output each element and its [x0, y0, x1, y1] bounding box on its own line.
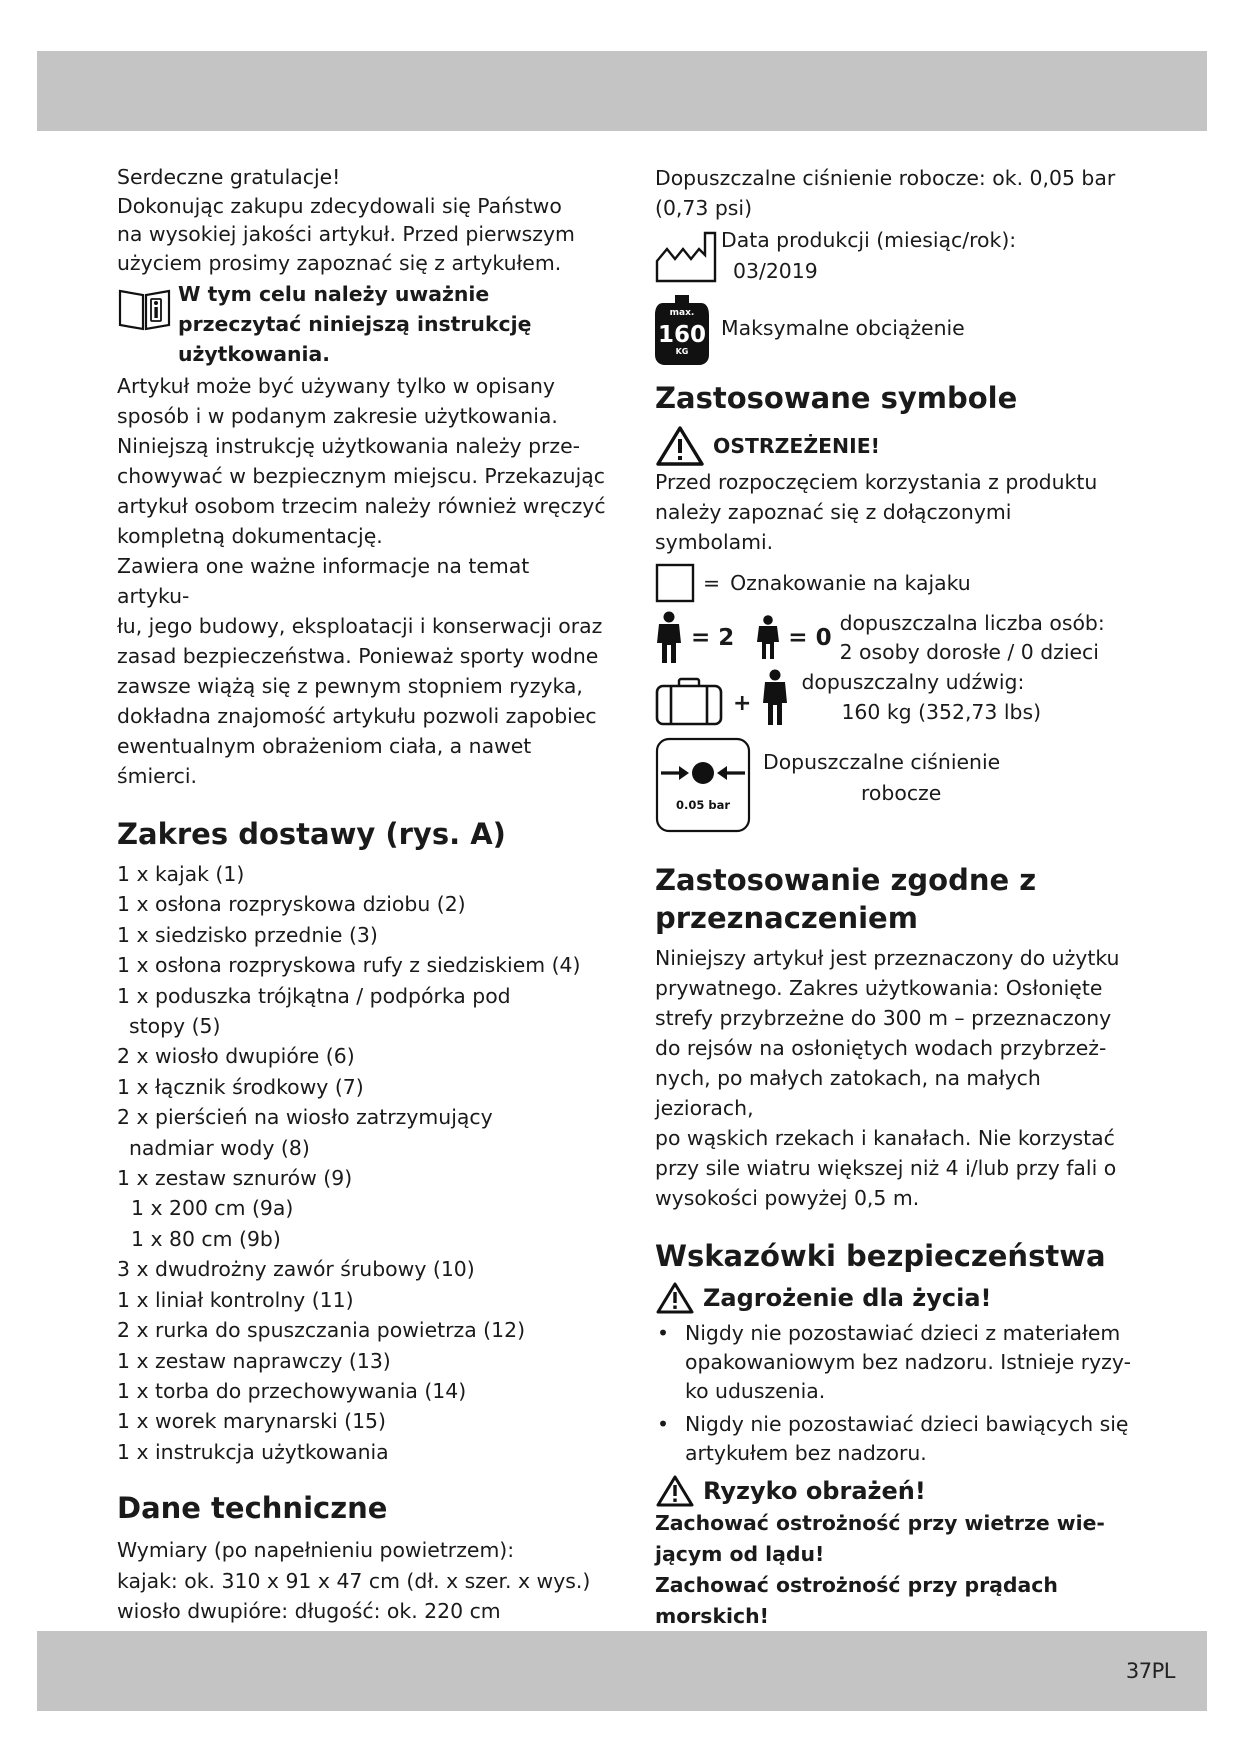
paragraph-line: wysokości powyżej 0,5 m. — [655, 1186, 920, 1210]
weight-max-label: max. — [669, 308, 695, 318]
intended-use-heading — [655, 861, 1135, 937]
general-info-text — [117, 371, 607, 791]
paragraph-line: nych, po małych zatokach, na małych jeziorach, — [655, 1066, 1041, 1120]
payload-row — [655, 667, 1135, 727]
production-date-row — [655, 225, 1135, 287]
bullet-item — [655, 1319, 1135, 1406]
symbols-heading: Zastosowane symbole — [655, 381, 1018, 415]
paragraph-line: Niniejszy artykuł jest przeznaczony do użytku — [655, 946, 1120, 970]
delivery-item: 2 x wiosło dwupióre (6) — [117, 1044, 355, 1069]
paragraph-line: ewentualnym obrażeniom ciała, a nawet śmierci. — [117, 734, 532, 788]
delivery-item: 1 x 200 cm (9a) — [131, 1196, 294, 1221]
production-date: 03/2019 — [733, 259, 818, 283]
intro-line: na wysokiej jakości artykuł. Przed pierwszym — [117, 222, 575, 246]
delivery-item: 1 x kajak (1) — [117, 862, 245, 886]
delivery-list — [117, 859, 607, 1467]
injury-text-line: Zachować ostrożność przy prądach — [655, 1573, 1058, 1597]
delivery-item: 2 x pierścień na wiosło zatrzymujący — [117, 1105, 493, 1130]
intended-use-text — [655, 943, 1135, 1213]
delivery-item: 1 x siedzisko przednie (3) — [117, 922, 378, 947]
weight-value: 160 — [657, 322, 707, 348]
tech-line: kajak: ok. 310 x 91 x 47 cm (dł. x szer. x wys.) — [117, 1568, 591, 1593]
injury-line — [655, 1474, 1135, 1508]
delivery-item: 3 x dwudrożny zawór śrubowy (10) — [117, 1257, 475, 1282]
payload-value: 160 kg (352,73 lbs) — [841, 700, 1042, 724]
persons-row — [655, 609, 1135, 667]
delivery-item: 1 x łącznik środkowy (7) — [117, 1074, 364, 1099]
paragraph-line: sposób i w podanym zakresie użytkowania. — [117, 404, 558, 428]
warning-label: OSTRZEŻENIE! — [713, 434, 880, 458]
warning-triangle-icon — [655, 425, 705, 467]
warning-triangle-icon — [655, 1281, 695, 1315]
intro-line: Dokonując zakupu zdecydowali się Państwo — [117, 193, 562, 218]
paragraph-line: strefy przybrzeżne do 300 m – przeznaczony — [655, 1006, 1112, 1030]
pressure-symbol-label: robocze — [861, 781, 942, 805]
delivery-heading: Zakres dostawy (rys. A) — [117, 817, 506, 851]
marking-label: Oznakowanie na kajaku — [730, 571, 971, 595]
warning-triangle-icon — [655, 1474, 695, 1508]
info-note-line: W tym celu należy uważnie — [178, 282, 490, 306]
bullet-line: Nigdy nie pozostawiać dzieci bawiących się — [685, 1412, 1129, 1436]
paragraph-line: Zawiera one ważne informacje na temat artyku- — [117, 554, 530, 608]
max-load-label: Maksymalne obciążenie — [721, 316, 965, 340]
paragraph-line: po wąskich rzekach i kanałach. Nie korzystać — [655, 1126, 1115, 1150]
page-number: 37PL — [1125, 1659, 1175, 1683]
production-label: Data produkcji (miesiąc/rok): — [721, 228, 1017, 252]
delivery-item: 1 x osłona rozpryskowa rufy z siedziskiem (4) — [117, 953, 581, 978]
luggage-icon — [655, 677, 723, 727]
paragraph-line: przy sile wiatru większej niż 4 i/lub przy fali o — [655, 1156, 1117, 1180]
paragraph-line: chowywać w bezpiecznym miejscu. Przekazując — [117, 464, 605, 488]
warning-line — [655, 425, 1135, 467]
injury-text-line: jącym od lądu! — [655, 1542, 825, 1566]
warning-text — [655, 467, 1135, 557]
delivery-item: 1 x zestaw naprawczy (13) — [117, 1348, 391, 1373]
plus-sign: + — [733, 691, 752, 716]
delivery-item: 1 x liniał kontrolny (11) — [117, 1287, 354, 1312]
intro-line: użyciem prosimy zapoznać się z artykułem. — [117, 250, 562, 275]
intro-text — [117, 163, 607, 277]
adults-count: = 2 — [691, 625, 735, 651]
safety-heading: Wskazówki bezpieczeństwa — [655, 1239, 1106, 1273]
paragraph-line: do rejsów na osłoniętych wodach przybrzeż- — [655, 1036, 1107, 1060]
injury-text — [655, 1508, 1135, 1632]
pressure-line: Dopuszczalne ciśnienie robocze: ok. 0,05 bar — [655, 166, 1116, 190]
injury-label: Ryzyko obrażeń! — [703, 1477, 926, 1505]
paragraph-line: zawsze wiążą się z pewnym stopniem ryzyka, — [117, 674, 583, 698]
right-column — [655, 163, 1135, 1632]
delivery-item: 1 x torba do przechowywania (14) — [117, 1378, 467, 1403]
paragraph-line: łu, jego budowy, eksploatacji i konserwacji oraz — [117, 614, 603, 638]
delivery-item: stopy (5) — [129, 1014, 221, 1039]
heading-line: przeznaczeniem — [655, 901, 918, 935]
delivery-item: 1 x instrukcja użytkowania — [117, 1439, 389, 1464]
tech-line: Wymiary (po napełnieniu powietrzem): — [117, 1538, 515, 1563]
info-note-line: przeczytać niniejszą instrukcję — [178, 312, 532, 336]
header-band — [37, 51, 1207, 131]
delivery-item: 2 x rurka do spuszczania powietrza (12) — [117, 1318, 526, 1343]
bullet-line: opakowaniowym bez nadzoru. Istnieje ryzy- — [685, 1350, 1131, 1374]
equals-sign: = — [703, 571, 721, 595]
heading-line: Zastosowanie zgodne z — [655, 863, 1037, 897]
tech-heading: Dane techniczne — [117, 1491, 388, 1526]
paragraph-line: kompletną dokumentację. — [117, 524, 383, 548]
warning-text-line: Przed rozpoczęciem korzystania z produktu — [655, 470, 1098, 494]
adult-person-icon — [655, 611, 683, 665]
paragraph-line: Niniejszą instrukcję użytkowania należy prze- — [117, 434, 581, 458]
delivery-item: 1 x poduszka trójkątna / podpórka pod — [117, 983, 511, 1008]
paragraph-line: Artykuł może być używany tylko w opisany — [117, 374, 555, 398]
tech-line: wiosło dwupióre: długość: ok. 220 cm — [117, 1598, 501, 1623]
paragraph-line: dokładna znajomość artykułu pozwoli zapobiec — [117, 704, 597, 728]
weight-unit: KG — [675, 347, 689, 356]
danger-label: Zagrożenie dla życia! — [703, 1284, 992, 1312]
injury-text-line: morskich! — [655, 1604, 769, 1628]
injury-text-line: Zachować ostrożność przy wietrze wie- — [655, 1511, 1105, 1535]
factory-date-icon — [655, 229, 717, 285]
info-note-line: użytkowania. — [178, 342, 331, 366]
persons-detail: 2 osoby dorosłe / 0 dzieci — [839, 640, 1099, 664]
max-load-weight-icon — [655, 291, 709, 365]
delivery-item: 1 x worek marynarski (15) — [117, 1409, 386, 1434]
persons-label: dopuszczalna liczba osób: — [839, 611, 1105, 635]
left-column — [117, 163, 607, 1657]
delivery-item: 1 x zestaw sznurów (9) — [117, 1166, 353, 1191]
pressure-line: (0,73 psi) — [655, 196, 753, 220]
danger-line — [655, 1281, 1135, 1315]
child-person-icon — [756, 615, 780, 661]
safety-bullets — [655, 1319, 1135, 1468]
paragraph-line: prywatnego. Zakres użytkowania: Osłonięte — [655, 976, 1103, 1000]
read-instructions-note — [117, 279, 607, 369]
delivery-item: 1 x osłona rozpryskowa dziobu (2) — [117, 892, 466, 917]
marking-row — [655, 563, 1135, 603]
max-load-row — [655, 291, 1135, 365]
pressure-icon-value: 0.05 bar — [675, 798, 731, 812]
children-count: = 0 — [788, 625, 832, 651]
manual-info-icon — [117, 287, 172, 331]
bullet-line: ko uduszenia. — [685, 1379, 826, 1403]
bullet-line: artykułem bez nadzoru. — [685, 1441, 927, 1465]
intro-line: Serdeczne gratulacje! — [117, 165, 341, 189]
bullet-line: Nigdy nie pozostawiać dzieci z materiałem — [685, 1321, 1121, 1345]
bullet-dot: • — [657, 1412, 670, 1436]
empty-square-icon — [655, 563, 695, 603]
pressure-symbol-row — [655, 737, 1135, 833]
delivery-item: nadmiar wody (8) — [129, 1135, 310, 1160]
paragraph-line: zasad bezpieczeństwa. Ponieważ sporty wodne — [117, 644, 599, 668]
pressure-text — [655, 163, 1135, 223]
pressure-gauge-icon — [655, 737, 751, 833]
pressure-symbol-label: Dopuszczalne ciśnienie — [763, 750, 1001, 774]
paragraph-line: artykuł osobom trzecim należy również wręczyć — [117, 494, 606, 518]
person-icon — [761, 669, 789, 727]
delivery-item: 1 x 80 cm (9b) — [131, 1226, 281, 1251]
warning-text-line: należy zapoznać się z dołączonymi symbolami. — [655, 500, 1012, 554]
bullet-item — [655, 1410, 1135, 1468]
payload-label: dopuszczalny udźwig: — [801, 670, 1025, 694]
footer-band — [37, 1631, 1207, 1711]
bullet-dot: • — [657, 1321, 670, 1345]
